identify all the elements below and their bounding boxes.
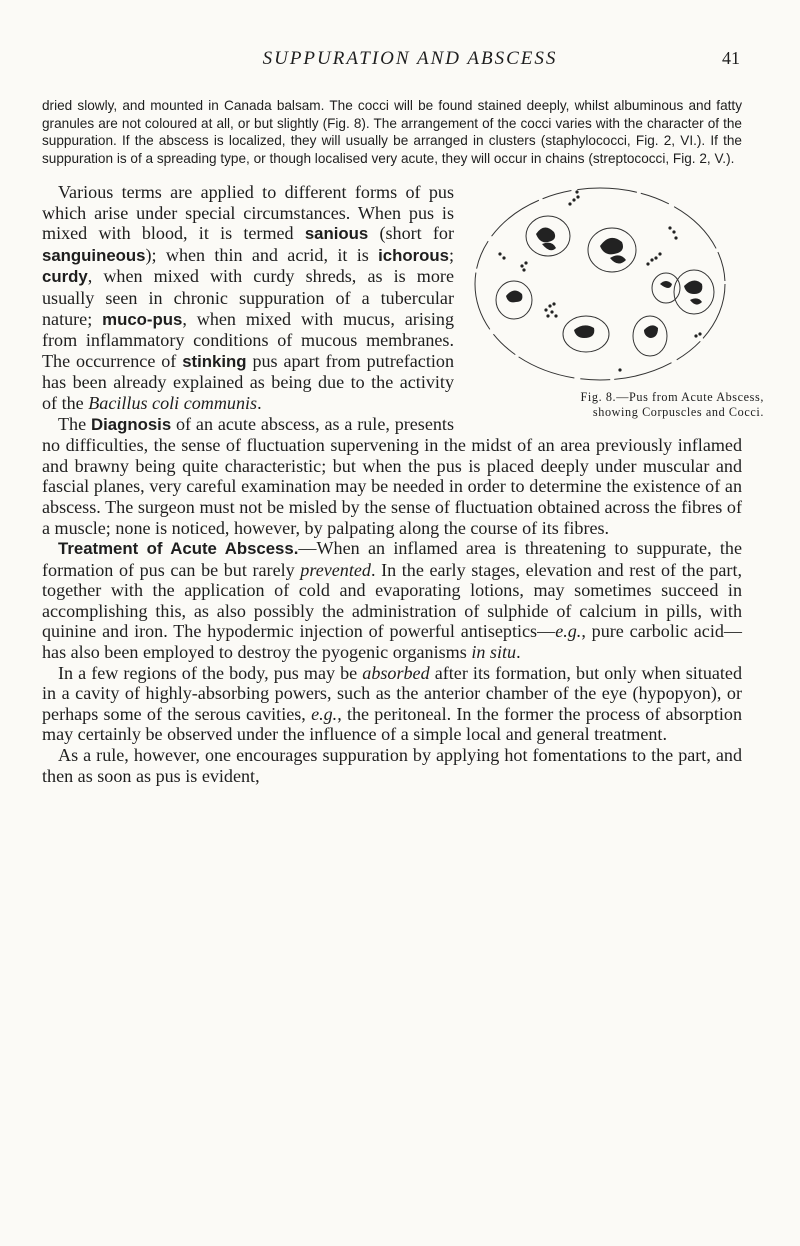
coccus	[618, 368, 621, 371]
coccus	[520, 264, 523, 267]
coccus	[550, 310, 553, 313]
figure-caption	[464, 390, 764, 420]
term-sanious: sanious	[304, 224, 369, 244]
caption-line-2: showing Corpuscles and Cocci.	[592, 405, 764, 419]
term-bacillus: Bacillus coli communis	[88, 392, 258, 413]
coccus	[654, 256, 657, 259]
paragraph-pus-terms: Various terms are applied to different forms of pus which arise under special circumstances. When pus is mixed with blood, it is termed sanious (short for sanguineous); when thin and acrid, it is ichorous; curdy, when mixed with curdy shreds, as is more usually seen in chronic suppuration of a tubercular nature; muco-pus, when mixed with mucus, arising from inflammatory conditions of mucous membranes. The occurrence of stinking pus apart from putrefaction has been already explained as being due to the activity of the Bacillus coli communis.	[42, 182, 455, 413]
coccus	[544, 308, 547, 311]
nucleus	[610, 255, 626, 263]
coccus	[572, 198, 575, 201]
heading-diagnosis: Diagnosis	[90, 414, 172, 434]
term-muco-pus: muco-pus	[102, 309, 183, 329]
nucleus	[574, 325, 594, 338]
running-head: SUPPURATION AND ABSCESS	[262, 48, 558, 69]
term-curdy: curdy	[42, 267, 88, 287]
coccus	[502, 256, 505, 259]
coccus	[522, 268, 525, 271]
nucleus	[506, 290, 522, 302]
term-ichorous: ichorous	[378, 245, 449, 265]
coccus	[552, 302, 555, 305]
coccus	[674, 236, 677, 239]
nucleus	[684, 280, 702, 294]
coccus	[668, 226, 671, 229]
nucleus	[542, 243, 556, 251]
body-text	[42, 182, 764, 786]
micrograph-illustration	[470, 184, 740, 384]
paragraph-absorption: In a few regions of the body, pus may be absorbed after its formation, but only when situated in a cavity of highly-absorbing powers, such as the anterior chamber of the eye (hypopyon), or perhaps some of the serous cavities, e.g., the peritoneal. In the former the process of absorption may certainly be observed under the influence of a simple local and general treatment.	[42, 662, 742, 745]
nucleus	[660, 281, 672, 288]
pus-corpuscle	[652, 273, 680, 303]
caption-line-1: Fig. 8.—Pus from Acute Abscess,	[580, 390, 764, 404]
coccus	[546, 314, 549, 317]
term-stinking: stinking	[182, 351, 247, 371]
paragraph-treatment: Treatment of Acute Abscess.—When an inflamed area is threatening to suppurate, the formation of pus can be but rarely prevented. In the early stages, elevation and rest of the part, together with the application of cold and evaporating lotions, may sometimes succeed in accomplishing this, as also possibly the administration of sulphide of calcium in pills, with quinine and iron. The hypodermic injection of powerful antiseptics—e.g., pure carbolic acid—has also been employed to destroy the pyogenic organisms in situ.	[42, 538, 742, 663]
heading-treatment: Treatment of Acute Abscess.	[58, 539, 299, 559]
nucleus	[600, 238, 623, 255]
coccus	[698, 332, 701, 335]
paragraph-fomentations: As a rule, however, one encourages suppuration by applying hot fomentations to the part, and then as soon as pus is evident,	[42, 745, 742, 786]
coccus	[646, 262, 649, 265]
coccus	[694, 334, 697, 337]
nucleus	[644, 325, 658, 338]
paragraph-diagnosis: The Diagnosis of an acute abscess, as a rule, presents no difficulties, the sense of fluctuation supervening in the midst of an area previously inflamed and brawny being quite characteristic; but when the pus is placed deeply under muscular and fascial planes, very careful examination may be needed in order to determine the existence of an abscess. The surgeon must not be misled by the sense of fluctuation obtained across the fibres of a muscle; none is noticed, however, by palpating along the course of its fibres.	[42, 413, 742, 538]
coccus	[548, 304, 551, 307]
small-print-text: dried slowly, and mounted in Canada balsam. The cocci will be found stained deeply, whilst albuminous and fatty granules are not coloured at all, or but slightly (Fig. 8). The arrangement of the cocci varies with the character of the suppuration. If the abscess is localized, they will usually be arranged in clusters (staphylococci, Fig. 2, VI.). If the suppuration is of a spreading type, or though localised very acute, they will occur in chains (streptococci, Fig. 2, V.).	[42, 98, 742, 166]
coccus	[672, 230, 675, 233]
small-print-paragraph	[42, 97, 742, 167]
coccus	[650, 258, 653, 261]
coccus	[575, 190, 578, 193]
coccus	[524, 261, 527, 264]
coccus	[576, 195, 579, 198]
figure-8	[464, 182, 764, 419]
term-sanguineous: sanguineous	[42, 245, 146, 265]
nucleus	[690, 298, 702, 304]
nucleus	[536, 227, 555, 242]
coccus	[554, 314, 557, 317]
coccus	[498, 252, 501, 255]
coccus	[568, 202, 571, 205]
page-number: 41	[722, 48, 740, 68]
coccus	[658, 252, 661, 255]
